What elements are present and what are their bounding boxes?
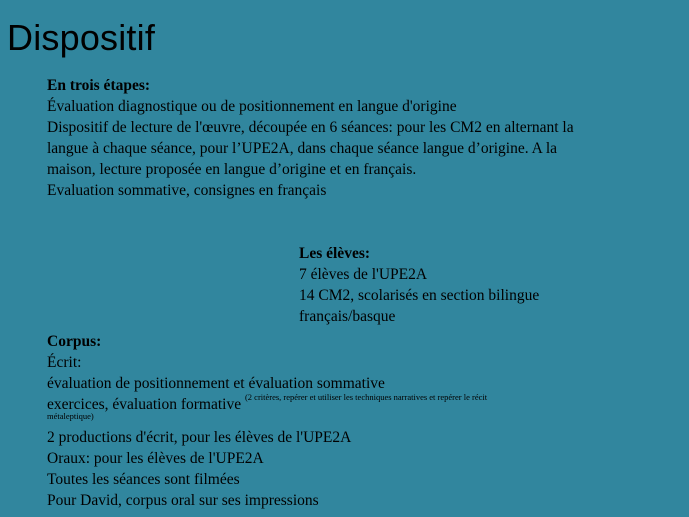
corpus-line-evaluation: évaluation de positionnement et évaluation sommative (47, 375, 385, 392)
eleves-line-2: 14 CM2, scolarisés en section bilingue (299, 287, 540, 304)
etapes-heading: En trois étapes: (47, 77, 151, 94)
corpus-exercices-note: (2 critères, repérer et utiliser les techniques narratives et repérer le récit (244, 392, 488, 402)
etapes-line-4: maison, lecture proposée en langue d’origine et en français. (47, 161, 417, 178)
corpus-exercices-text: exercices, évaluation formative (47, 396, 245, 413)
etapes-line-3: langue à chaque séance, pour l’UPE2A, dans chaque séance langue d’origine. A la (47, 140, 558, 157)
etapes-section (47, 75, 657, 201)
corpus-line-ecrit: Écrit: (47, 354, 82, 371)
corpus-section (47, 331, 657, 511)
eleves-line-1: 7 élèves de l'UPE2A (299, 266, 428, 283)
corpus-exercices-note-continued: métaleptique) (47, 411, 94, 421)
corpus-line-david: Pour David, corpus oral sur ses impressions (47, 492, 319, 509)
eleves-heading: Les élèves: (299, 245, 371, 262)
etapes-line-1: Évaluation diagnostique ou de positionnement en langue d'origine (47, 98, 457, 115)
corpus-heading: Corpus: (47, 333, 102, 350)
corpus-line-oraux: Oraux: pour les élèves de l'UPE2A (47, 450, 264, 467)
eleves-section (299, 243, 659, 327)
etapes-line-5: Evaluation sommative, consignes en français (47, 182, 327, 199)
eleves-line-3: français/basque (299, 308, 396, 325)
slide-title: Dispositif (7, 17, 156, 58)
corpus-line-filmees: Toutes les séances sont filmées (47, 471, 240, 488)
etapes-line-2: Dispositif de lecture de l'œuvre, découpée en 6 séances: pour les CM2 en alternant la (47, 119, 574, 136)
corpus-line-productions: 2 productions d'écrit, pour les élèves de l'UPE2A (47, 429, 352, 446)
